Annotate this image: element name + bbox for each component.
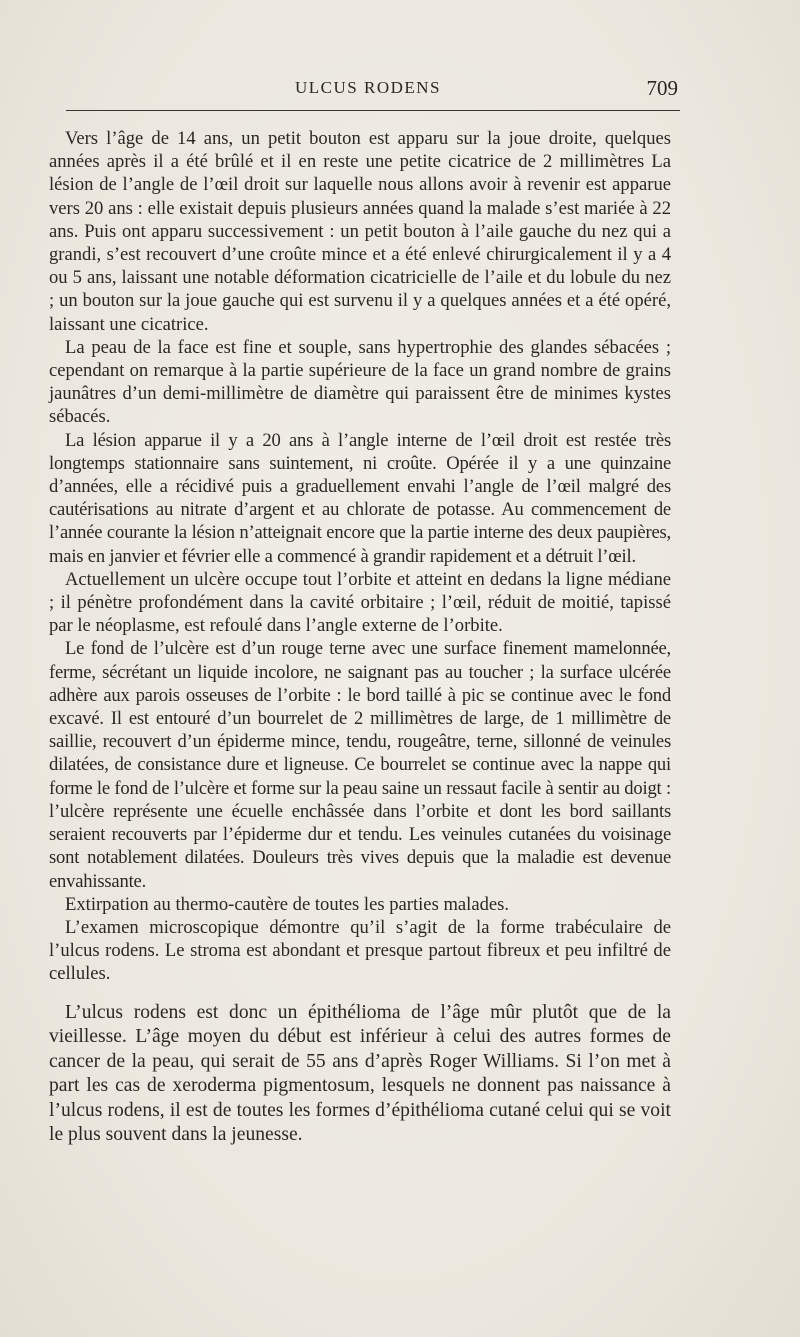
paragraph-conclusion: L’ulcus rodens est donc un épithélioma de l’âge mûr plutôt que de la vieillesse. L’âge moyen du début est inférieur à celui des autres formes de cancer de la peau, qui serait de 55 ans d’après Roger Williams. Si l’on met à part les cas de xeroderma pigmentosum, lesquels ne donnent pas naissance à l’ulcus rodens, il est de toutes les formes d’épithélioma cutané celui qui se voit le plus souvent dans la jeunesse. xyxy=(49,1001,671,1146)
paragraph-microscopy: L’examen microscopique démontre qu’il s’agit de la forme trabéculaire de l’ulcus rodens. Le stroma est abondant et presque partout fibreux et peu infiltré de cellules. xyxy=(49,916,671,985)
paragraph-current-ulcer: Actuellement un ulcère occupe tout l’orbite et atteint en dedans la ligne médiane ; il pénètre profondément dans la cavité orbitaire ; l’œil, réduit de moitié, tapissé par le néoplasme, est refoulé dans l’angle externe de l’orbite. xyxy=(49,568,671,637)
paragraph-treatment: Extirpation au thermo-cautère de toutes les parties malades. xyxy=(65,893,510,915)
body-text xyxy=(49,127,671,1148)
paragraph-skin-description: La peau de la face est fine et souple, sans hypertrophie des glandes sébacées ; cependant on remarque à la partie supérieure de la face un grand nombre de grains jaunâtres d’un demi-millimètre de diamètre qui paraissent être de minimes kystes sébacés. xyxy=(49,336,671,428)
running-title: ULCUS RODENS xyxy=(295,78,441,97)
paragraph-case-history: Vers l’âge de 14 ans, un petit bouton est apparu sur la joue droite, quelques années après il a été brûlé et il en reste une petite cicatrice de 2 millimètres La lésion de l’angle de l’œil droit sur laquelle nous allons avoir à revenir est apparue vers 20 ans : elle existait depuis plusieurs années quand la malade s’est mariée à 22 ans. Puis ont apparu successivement : un petit bouton à l’aile gauche du nez qui a grandi, s’est recouvert d’une croûte mince et a été enlevé chirurgicalement il y a 4 ou 5 ans, laissant une notable déformation cicatricielle de l’aile et du lobule du nez ; un bouton sur la joue gauche qui est survenu il y a quelques années et a été opéré, laissant une cicatrice. xyxy=(49,128,671,335)
page-number: 709 xyxy=(646,76,678,100)
paragraph-ulcer-description: Le fond de l’ulcère est d’un rouge terne avec une surface finement mamelonnée, ferme, sécrétant un liquide incolore, ne saignant pas au toucher ; la surface ulcérée adhère aux parois osseuses de l’orbite : le bord taillé à pic se continue avec le fond excavé. Il est entouré d’un bourrelet de 2 millimètres de large, de 1 millimètre de saillie, recouvert d’un épiderme mince, tendu, rougeâtre, terne, sillonné de veinules dilatées, de consistance dure et ligneuse. Ce bourrelet se continue avec la nappe qui forme le fond de l’ulcère et forme sur la peau saine un ressaut facile à sentir au doigt : l’ulcère représente une écuelle enchâssée dans l’orbite et dont les bord saillants seraient recouverts par l’épiderme dur et tendu. Les veinules cutanées du voisinage sont notablement dilatées. Douleurs très vives depuis que la maladie est devenue envahissante. xyxy=(49,638,671,892)
paragraph-lesion-history: La lésion apparue il y a 20 ans à l’angle interne de l’œil droit est restée très longtemps stationnaire sans suintement, ni croûte. Opérée il y a une quinzaine d’années, elle a récidivé puis a graduellement envahi l’angle de l’œil malgré des cautérisations au nitrate d’argent et au chlorate de potasse. Au commencement de l’année courante la lésion n’atteignait encore que la partie interne des deux paupières, mais en janvier et février elle a commencé à grandir rapidement et a détruit l’œil. xyxy=(49,429,671,567)
running-header xyxy=(58,76,678,102)
header-rule xyxy=(66,110,680,111)
